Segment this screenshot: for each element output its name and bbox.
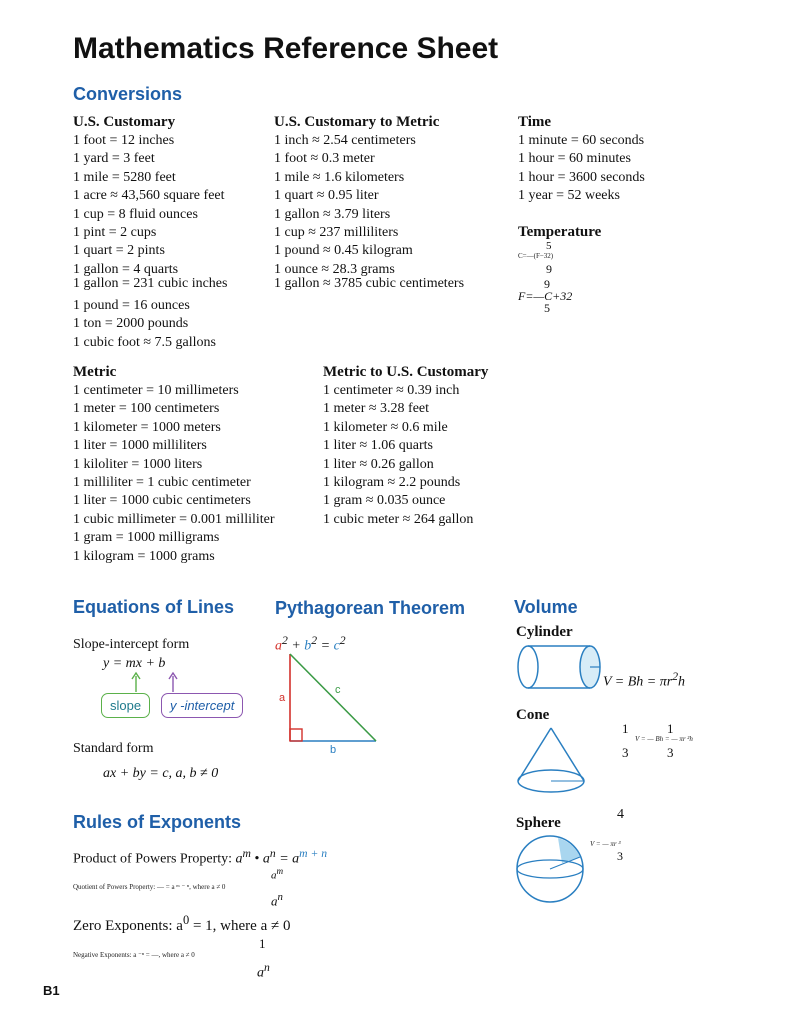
right-triangle-figure	[286, 652, 381, 744]
cone-label: Cone	[516, 707, 550, 723]
page-number: B1	[43, 983, 60, 998]
us-customary-list-2	[73, 275, 227, 293]
list-item: 1 kilometer = 1000 meters	[73, 419, 221, 435]
exponent-m: m	[276, 866, 284, 876]
side-a-label: a	[279, 692, 286, 704]
us-customary-list-3	[73, 297, 216, 352]
temperature-heading: Temperature	[518, 224, 602, 240]
slope-intercept-label: Slope-intercept form	[73, 637, 190, 652]
exponent-n: n	[269, 847, 276, 860]
list-item: 1 liter ≈ 0.26 gallon	[323, 456, 434, 472]
sphere-label: Sphere	[516, 815, 561, 831]
exponent: 2	[339, 634, 346, 647]
exponent-sum: m + n	[299, 847, 328, 860]
zero-label: Zero Exponents: a	[73, 918, 183, 934]
list-item: 1 gallon ≈ 3785 cubic centimeters	[274, 276, 465, 291]
rules-of-exponents-heading: Rules of Exponents	[73, 812, 242, 832]
exponent: 2	[311, 634, 318, 647]
list-item: 1 year = 52 weeks	[518, 188, 620, 204]
list-item: 1 gallon = 4 quarts	[73, 261, 179, 277]
list-item: 1 hour = 60 minutes	[518, 151, 631, 167]
sphere-numerator: 4	[617, 807, 624, 822]
list-item: 1 minute = 60 seconds	[518, 133, 645, 148]
list-item: 1 foot = 12 inches	[73, 133, 175, 148]
zero-exponents	[73, 913, 290, 935]
plus-sign: +	[291, 638, 301, 654]
list-item: 1 cup ≈ 237 milliliters	[274, 224, 399, 240]
list-item: 1 meter ≈ 3.28 feet	[323, 401, 430, 417]
leg-a-var: a	[275, 638, 282, 654]
list-item: 1 pint = 2 cups	[73, 224, 157, 240]
list-item: 1 kilometer ≈ 0.6 mile	[323, 419, 448, 435]
list-item: 1 gallon = 231 cubic inches	[73, 276, 228, 291]
product-of-powers	[73, 847, 327, 868]
list-item: 1 acre ≈ 43,560 square feet	[73, 188, 225, 204]
fahrenheit-formula: F=—C+32	[518, 289, 573, 303]
list-item: 1 hour = 3600 seconds	[518, 169, 645, 185]
list-item: 1 ounce ≈ 28.3 grams	[274, 261, 395, 277]
cone-formula: V = — Bh = — πr ²h	[635, 735, 693, 743]
list-item: 1 cup = 8 fluid ounces	[73, 206, 198, 222]
list-item: 1 cubic meter ≈ 264 gallon	[323, 511, 474, 527]
fahrenheit-denominator: 5	[544, 301, 550, 315]
list-item: 1 liter ≈ 1.06 quarts	[323, 438, 433, 454]
equals-sign: =	[320, 638, 331, 654]
leg-b-var: b	[304, 638, 312, 654]
list-item: 1 mile = 5280 feet	[73, 169, 176, 185]
negative-exponents: Negative Exponents: a ⁻ⁿ = —, where a ≠ 0	[73, 951, 195, 959]
base-a: a	[271, 869, 277, 882]
list-item: 1 cubic foot ≈ 7.5 gallons	[73, 334, 216, 350]
dot-operator: •	[254, 851, 260, 867]
side-c-label: c	[335, 684, 341, 696]
cone-numerator-2: 1	[667, 721, 674, 736]
standard-form-label: Standard form	[73, 741, 154, 756]
quotient-of-powers: Quotient of Powers Property: — = a ᵐ ⁻ ⁿ, where a ≠ 0	[73, 883, 226, 891]
list-item: 1 gallon ≈ 3.79 liters	[274, 206, 391, 222]
celsius-formula: C=—(F−32)	[518, 252, 554, 260]
hypotenuse-var: c	[333, 638, 340, 654]
us-to-metric-list	[274, 132, 416, 279]
page-title: Mathematics Reference Sheet	[73, 32, 499, 65]
cone-denominator-2: 3	[667, 745, 674, 760]
negative-numerator: 1	[259, 936, 266, 951]
us-to-metric-heading: U.S. Customary to Metric	[274, 114, 440, 130]
exponent: 2	[282, 634, 288, 647]
pythagorean-heading: Pythagorean Theorem	[275, 598, 466, 618]
cone-denominator-1: 3	[622, 745, 629, 760]
list-item: 1 inch ≈ 2.54 centimeters	[274, 133, 416, 148]
product-label: Product of Powers Property:	[73, 851, 233, 867]
list-item: 1 centimeter ≈ 0.39 inch	[323, 383, 460, 398]
base-a: a	[235, 851, 243, 867]
metric-to-us-list	[323, 382, 473, 529]
list-item: 1 pound = 16 ounces	[73, 298, 190, 313]
celsius-denominator: 9	[546, 262, 552, 276]
zero-tail: = 1, where a ≠ 0	[192, 918, 291, 934]
list-item: 1 milliliter = 1 cubic centimeter	[73, 474, 251, 490]
cylinder-label: Cylinder	[516, 624, 573, 640]
time-heading: Time	[518, 114, 552, 130]
base-a: a	[257, 965, 264, 981]
negative-denominator	[257, 961, 270, 982]
metric-list	[73, 382, 275, 566]
list-item: 1 gram ≈ 0.035 ounce	[323, 493, 446, 509]
quotient-numerator	[271, 866, 283, 882]
quotient-denominator	[271, 891, 283, 909]
exponent-n: n	[277, 891, 283, 903]
exponent-n: n	[264, 961, 270, 974]
exponent-zero: 0	[182, 913, 190, 927]
sphere-formula: V = — πr ³	[590, 840, 621, 848]
metric-heading: Metric	[73, 364, 117, 380]
cone-numerator-1: 1	[622, 721, 629, 736]
cylinder-figure	[515, 642, 605, 692]
intercept-callout: y -intercept	[161, 693, 243, 718]
list-item: 1 liter = 1000 cubic centimeters	[73, 493, 251, 509]
cylinder-formula	[603, 670, 685, 691]
base-a: a	[262, 851, 270, 867]
us-customary-heading: U.S. Customary	[73, 114, 176, 130]
side-b-label: b	[330, 744, 337, 756]
metric-to-us-heading: Metric to U.S. Customary	[323, 364, 489, 380]
list-item: 1 foot ≈ 0.3 meter	[274, 151, 375, 167]
cone-figure	[515, 726, 587, 796]
sphere-denominator: 3	[617, 849, 623, 863]
list-item: 1 ton = 2000 pounds	[73, 316, 189, 332]
cylinder-formula-main: V = Bh = πr	[603, 674, 673, 690]
list-item: 1 liter = 1000 milliliters	[73, 438, 207, 454]
celsius-numerator: 5	[546, 240, 552, 252]
list-item: 1 quart ≈ 0.95 liter	[274, 188, 379, 204]
list-item: 1 meter = 100 centimeters	[73, 401, 220, 417]
volume-heading: Volume	[514, 597, 578, 617]
us-to-metric-list-2	[274, 275, 464, 293]
list-item: 1 kilogram ≈ 2.2 pounds	[323, 474, 461, 490]
cylinder-formula-tail: h	[678, 674, 686, 690]
fahrenheit-numerator: 9	[544, 277, 550, 291]
slope-intercept-equation: y = mx + b	[103, 656, 166, 671]
list-item: 1 centimeter = 10 millimeters	[73, 383, 239, 398]
slope-callout: slope	[101, 693, 150, 718]
list-item: 1 kiloliter = 1000 liters	[73, 456, 203, 472]
exponent-m: m	[242, 847, 251, 860]
equals-a: = a	[279, 851, 300, 867]
list-item: 1 mile ≈ 1.6 kilometers	[274, 169, 405, 185]
equations-of-lines-heading: Equations of Lines	[73, 597, 235, 617]
list-item: 1 quart = 2 pints	[73, 243, 165, 259]
list-item: 1 yard = 3 feet	[73, 151, 155, 167]
time-list	[518, 132, 645, 206]
list-item: 1 gram = 1000 milligrams	[73, 530, 220, 546]
standard-form-equation: ax + by = c, a, b ≠ 0	[103, 766, 219, 781]
list-item: 1 cubic millimeter = 0.001 milliliter	[73, 511, 275, 527]
sphere-figure	[514, 833, 586, 905]
list-item: 1 pound ≈ 0.45 kilogram	[274, 243, 413, 259]
us-customary-list	[73, 132, 225, 279]
conversions-heading: Conversions	[73, 84, 183, 104]
list-item: 1 kilogram = 1000 grams	[73, 548, 215, 564]
base-a: a	[271, 893, 278, 909]
exponent: 2	[672, 670, 679, 683]
